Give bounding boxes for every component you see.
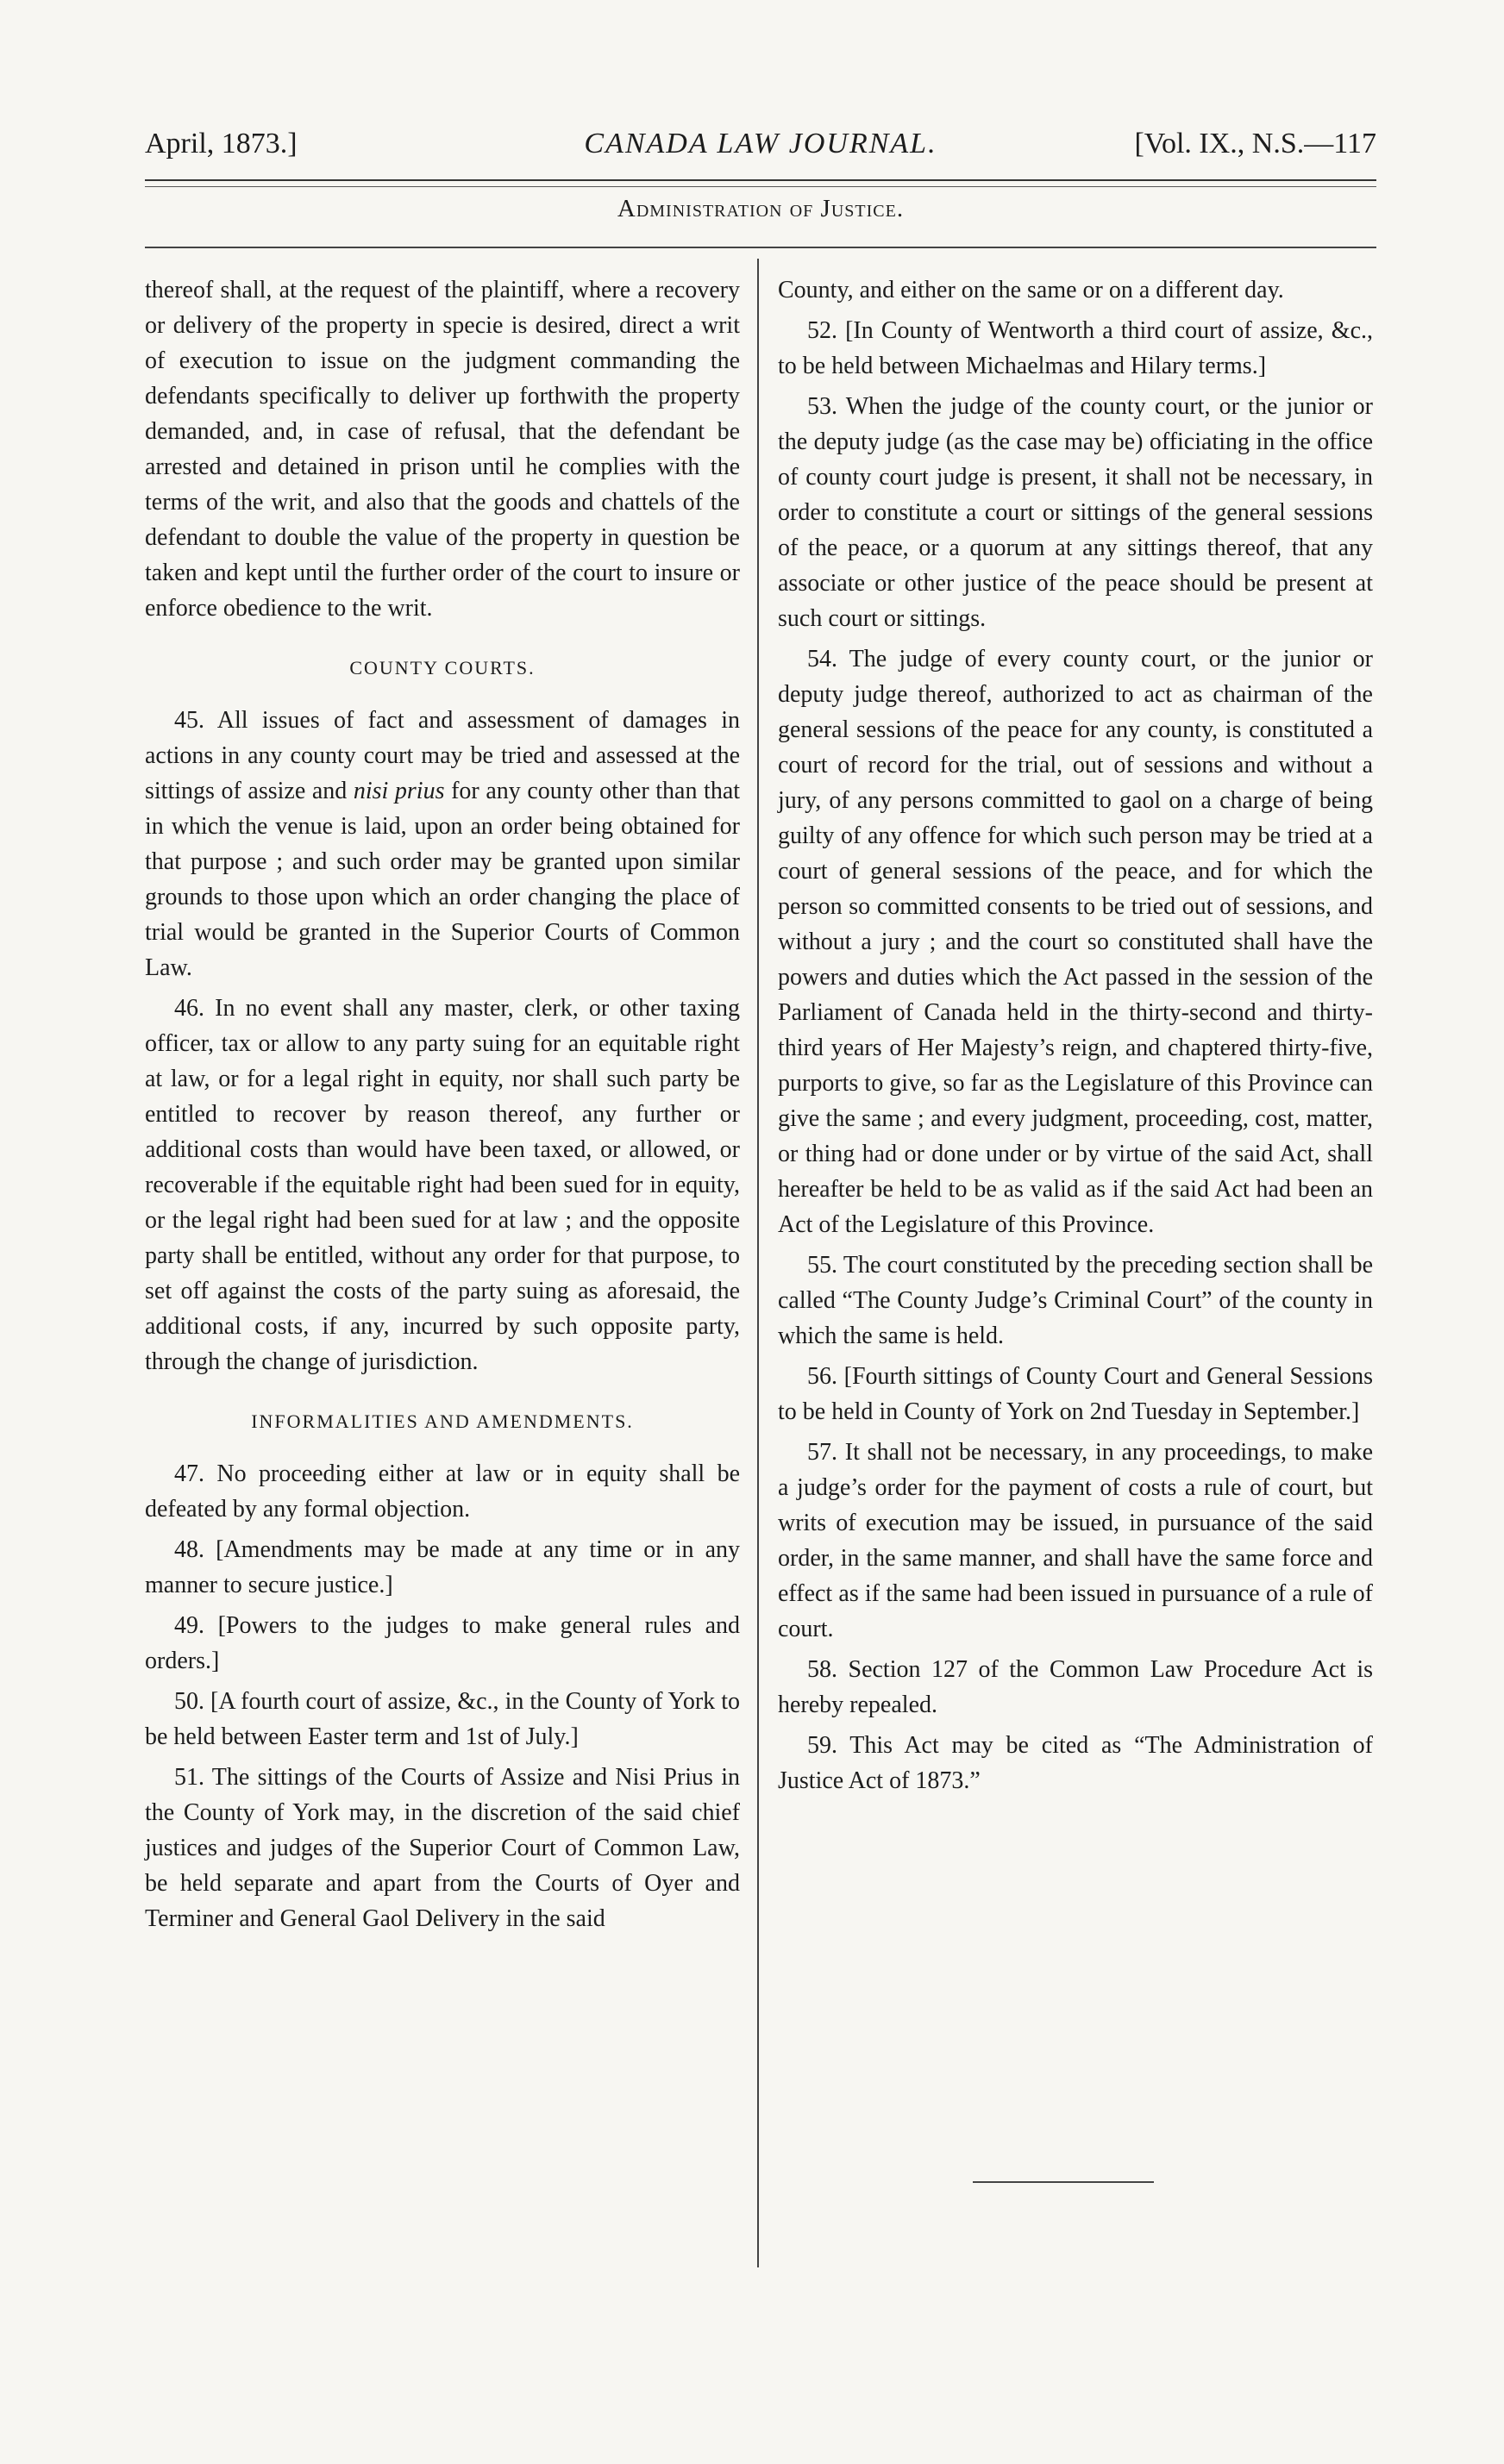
section-58: 58. Section 127 of the Common Law Procedure Act is hereby repealed.	[778, 1656, 1373, 1718]
paragraph-continued-right: County, and either on the same or on a different day.	[778, 277, 1284, 303]
section-45	[145, 703, 740, 985]
section-57: 57. It shall not be necessary, in any proceedings, to make a judge’s order for the payment of costs a rule of court, but writs of execution may be issued, in pursuance of the said order, in the same manner, and shall have the same force and effect as if the same had been issued in pursuance of a rule of court.	[778, 1439, 1373, 1642]
section-52: 52. [In County of Wentworth a third court of assize, &c., to be held between Michaelmas and Hilary terms.]	[778, 317, 1373, 379]
section-rule	[145, 247, 1376, 248]
paragraph-continued: thereof shall, at the request of the plaintiff, where a recovery or delivery of the property in specie is desired, direct a writ of execution to issue on the judgment commanding the defendants specifically to deliver up forthwith the property demanded, and, in case of refusal, that the defendant be arrested and detained in prison until he complies with the terms of the writ, and also that the goods and chattels of the defendant to double the value of the property in question be taken and kept until the further order of the court to insure or enforce obedience to the writ.	[145, 277, 740, 622]
section-45-text-b: for any county other than that in which the venue is laid, upon an order being obtained for that purpose ; and such order may be granted upon similar grounds to those upon which an order changing the place of trial would be granted in the Superior Courts of Common Law.	[145, 778, 741, 981]
heading-county-courts: COUNTY COURTS.	[349, 657, 536, 679]
section-45-italic: nisi prius	[353, 778, 445, 804]
section-45-text-a: 45. All issues of fact and assessment of damages in actions in any county court may be tried and assessed at the sittings of assize and	[145, 707, 740, 804]
section-47: 47. No proceeding either at law or in equity shall be defeated by any formal objection.	[145, 1460, 740, 1523]
section-55: 55. The court constituted by the preceding section shall be called “The County Judge’s Criminal Court” of the county in which the same is held.	[778, 1252, 1373, 1349]
section-49: 49. [Powers to the judges to make general rules and orders.]	[145, 1612, 740, 1674]
section-54: 54. The judge of every county court, or the junior or deputy judge thereof, authorized to act as chairman of the general sessions of the peace for any county, is constituted a court of record for the trial, out of sessions and without a jury, of any persons committed to gaol on a charge of being guilty of any offence for which such person may be tried at a court of general sessions of the peace, and for which the person so committed consents to be tried out of sessions, and without a jury ; and the court so constituted shall have the powers and duties which the Act passed in the session of the Parliament of Canada held in the thirty-second and thirty-third years of Her Majesty’s reign, and chaptered thirty-five, purports to give, so far as the Legislature of this Province can give the same ; and every judgment, proceeding, cost, matter, or thing had or done under or by virtue of the said Act, shall hereafter be held to be as valid as if the said Act had been an Act of the Legislature of this Province.	[778, 646, 1373, 1238]
section-46: 46. In no event shall any master, clerk, or other taxing officer, tax or allow to any party suing for an equitable right at law, or for a legal right in equity, nor shall such party be entitled to recover by reason thereof, any further or additional costs than would have been taxed, or allowed, or recoverable if the equitable right had been sued for in equity, or the legal right had been sued for at law ; and the opposite party shall be entitled, without any order for that purpose, to set off against the costs of the party suing as aforesaid, the additional costs, if any, incurred by such opposite party, through the change of jurisdiction.	[145, 995, 740, 1375]
section-50: 50. [A fourth court of assize, &c., in the County of York to be held between Easter term and 1st of July.]	[145, 1688, 740, 1750]
left-column	[145, 272, 740, 1942]
right-column	[778, 272, 1373, 1804]
section-48: 48. [Amendments may be made at any time or in any manner to secure justice.]	[145, 1536, 740, 1598]
section-51: 51. The sittings of the Courts of Assize and Nisi Prius in the County of York may, in the discretion of the said chief justices and judges of the Superior Court of Common Law, be held separate and apart from the Courts of Oyer and Terminer and General Gaol Delivery in the said	[145, 1764, 740, 1932]
heading-informalities: INFORMALITIES AND AMENDMENTS.	[251, 1410, 634, 1432]
running-header	[145, 128, 1376, 169]
header-journal-title: CANADA LAW JOURNAL.	[584, 128, 937, 159]
header-double-rule	[145, 179, 1376, 187]
header-volume: [Vol. IX., N.S.—117	[1134, 128, 1376, 159]
section-56: 56. [Fourth sittings of County Court and General Sessions to be held in County of York on 2nd Tuesday in September.]	[778, 1363, 1373, 1425]
column-divider	[757, 259, 759, 2267]
section-59: 59. This Act may be cited as “The Administration of Justice Act of 1873.”	[778, 1732, 1373, 1794]
section-53: 53. When the judge of the county court, or the junior or the deputy judge (as the case may be) officiating in the office of county court judge is present, it shall not be necessary, in order to constitute a court or sittings of the general sessions of the peace, or a quorum at any sittings thereof, that any associate or other justice of the peace should be present at such court or sittings.	[778, 393, 1373, 632]
header-date: April, 1873.]	[145, 128, 298, 159]
section-title: Administration of Justice.	[617, 195, 905, 222]
end-rule	[973, 2181, 1154, 2183]
